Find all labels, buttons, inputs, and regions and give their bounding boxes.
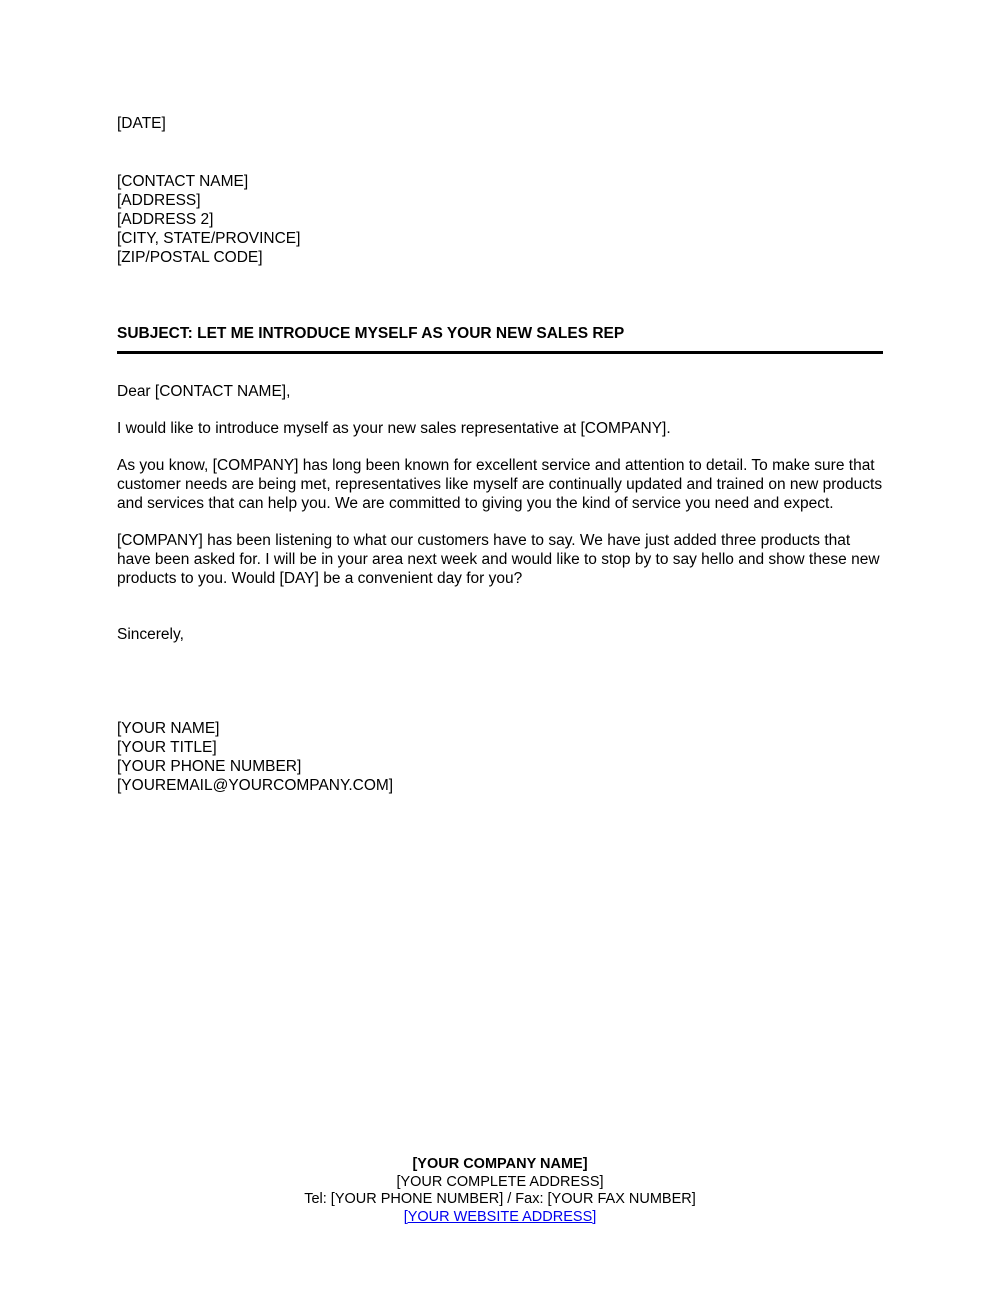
footer (0, 1156, 1000, 1226)
recipient-city-state: [CITY, STATE/PROVINCE] (117, 230, 301, 247)
signature-name: [YOUR NAME] (117, 720, 220, 737)
body-paragraph-1: I would like to introduce myself as your new sales representative at [COMPANY]. (117, 420, 671, 437)
recipient-address2: [ADDRESS 2] (117, 211, 214, 228)
subject-line: SUBJECT: LET ME INTRODUCE MYSELF AS YOUR NEW SALES REP (117, 325, 625, 342)
signature-phone: [YOUR PHONE NUMBER] (117, 758, 302, 775)
footer-company-name: [YOUR COMPANY NAME] (412, 1156, 588, 1172)
footer-company-address: [YOUR COMPLETE ADDRESS] (396, 1173, 604, 1190)
footer-website-link[interactable]: [YOUR WEBSITE ADDRESS] (403, 1208, 597, 1225)
footer-tel-fax-line: Tel: [YOUR PHONE NUMBER] / Fax: [YOUR FAX NUMBER] (304, 1191, 696, 1207)
recipient-block (117, 172, 883, 267)
recipient-address: [ADDRESS] (117, 192, 201, 209)
signature-block (117, 719, 883, 795)
recipient-contact-name: [CONTACT NAME] (117, 173, 249, 190)
signature-title: [YOUR TITLE] (117, 739, 217, 756)
salutation: Dear [CONTACT NAME], (117, 383, 291, 400)
body-paragraph-2: As you know, [COMPANY] has long been known for excellent service and attention to detail. To make sure that customer needs are being met, representatives like myself are continually updated and trained on new products and services that can help you. We are committed to giving you the kind of service you need and expect. (117, 457, 883, 512)
body-paragraph-3: [COMPANY] has been listening to what our customers have to say. We have just added three products that have been asked for. I will be in your area next week and would like to stop by to say hello and show these new products to you. Would [DAY] be a convenient day for you? (117, 532, 880, 587)
signature-email: [YOUREMAIL@YOURCOMPANY.COM] (117, 777, 394, 794)
subject-divider (117, 351, 883, 354)
date-line: [DATE] (117, 115, 166, 132)
recipient-zip: [ZIP/POSTAL CODE] (117, 249, 263, 266)
closing: Sincerely, (117, 626, 184, 643)
